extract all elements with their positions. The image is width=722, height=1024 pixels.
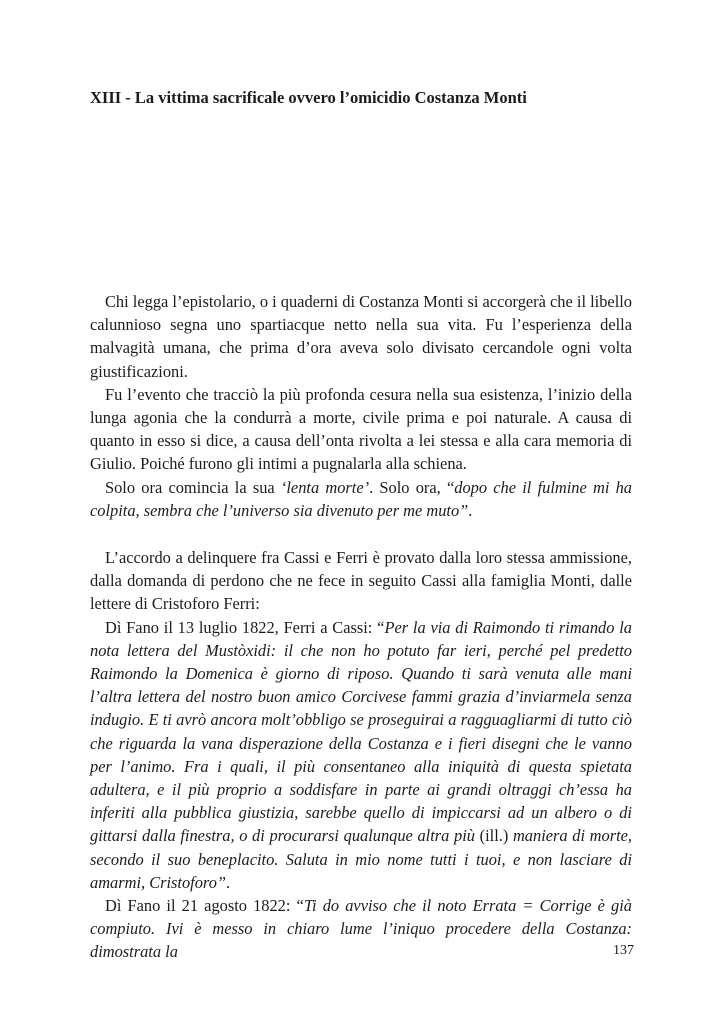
- text-run: Solo ora comincia la sua: [105, 477, 281, 497]
- italic-quote: ‘lenta morte’: [280, 477, 370, 497]
- text-run: Dì Fano il 21 agosto 1822: “: [105, 896, 304, 916]
- paragraph-5: [90, 616, 632, 894]
- body-text: [90, 290, 632, 964]
- paragraph-1: Chi legga l’epistolario, o i quaderni di Costanza Monti si accorgerà che il libello calunnioso segna uno spartiacque netto nella sua vita. Fu l’esperienza della malvagità umana, che prima d’ora aveva solo divisato cercandole ogni volta giustificazioni.: [90, 292, 632, 381]
- text-run: (ill.): [474, 826, 513, 846]
- chapter-title: XIII - La vittima sacrificale ovvero l’omicidio Costanza Monti: [90, 88, 527, 107]
- italic-letter-quote: Ti do avviso che il noto Errata = Corrige è già compiuto. Ivi è messo in chiaro lume l’iniquo procedere della Costanza: dimostrata la: [90, 896, 632, 962]
- paragraph-3: [90, 476, 632, 522]
- italic-quote: dopo che il fulmine mi ha colpita, sembra che l’universo sia divenuto per me muto”: [90, 477, 632, 520]
- text-run: . Solo ora, “: [369, 477, 455, 497]
- text-run: Dì Fano il 13 luglio 1822, Ferri a Cassi: “: [105, 617, 385, 637]
- page-number: 137: [613, 943, 634, 958]
- paragraph-6: [90, 894, 632, 964]
- text-run: .: [468, 500, 473, 520]
- paragraph-4: L’accordo a delinquere fra Cassi e Ferri è provato dalla loro stessa ammissione, dalla domanda di perdono che ne fece in seguito Cassi alla famiglia Monti, dalle lettere di Cristoforo Ferri:: [90, 548, 632, 614]
- italic-letter-quote: maniera di morte, secondo il suo beneplacito. Saluta in mio nome tutti i tuoi, e non lasciare di amarmi, Cristoforo”: [90, 826, 632, 892]
- italic-letter-quote: Per la via di Raimondo ti rimando la nota lettera del Mustòxidi: il che non ho potuto far ieri, perché pel predetto Raimondo la Domenica è giorno di riposo. Quando ti sarà venuta alle mani l’altra lettera del nostro buon amico Corcivese fammi grazia d’inviarmela senza indugio. E ti avrò ancora molt’obbligo se proseguirai a ragguagliarmi di tutto ciò che riguarda la vana disperazione della Costanza e i fieri disegni che le vanno per l’animo. Fra i quali, il più consentaneo alla iniquità di questa spietata adultera, e il più proprio a soddisfare in parte ai grandi oltraggi ch’essa ha inferiti alla pubblica giustizia, sarebbe quello di impiccarsi ad un albero o di gittarsi dalla finestra, o di procurarsi qualunque altra più: [90, 617, 632, 846]
- paragraph-2: Fu l’evento che tracciò la più profonda cesura nella sua esistenza, l’inizio della lunga agonia che la condurrà a morte, civile prima e poi naturale. A causa di quanto in esso si dice, a causa dell’onta rivolta a lei stessa e alla cara memoria di Giulio. Poiché furono gli intimi a pugnalarla alla schiena.: [90, 384, 632, 474]
- text-run: .: [226, 872, 231, 892]
